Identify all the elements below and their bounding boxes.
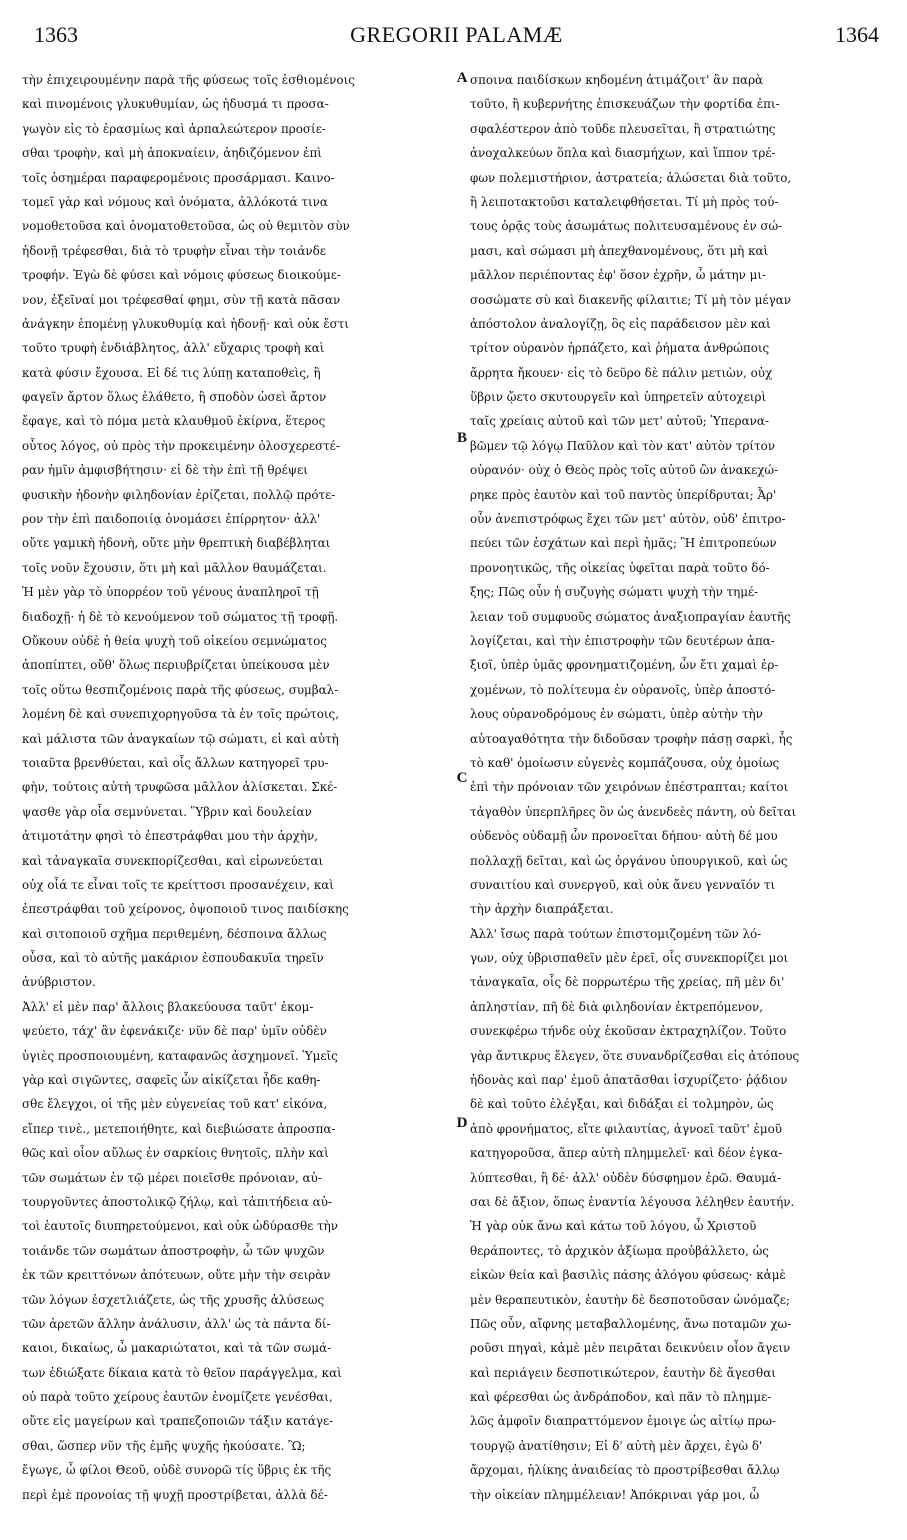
text-line: φυσικὴν ἡδονὴν φιληδονίαν ἐρίζεται, πολλῷ πρότε- [22, 487, 336, 502]
text-line: οὔτε γαμικὴ ἡδονὴ, οὔτε μὴν θρεπτικὴ διαβέβληται [22, 536, 331, 551]
text-line: καὶ πινομένοις γλυκυθυμίαν, ὡς ἡδυσμά τι προσα- [22, 97, 329, 112]
text-line: καιοι, δικαίως, ὦ μακαριώτατοι, καὶ τὰ τῶν σωμά- [22, 1341, 332, 1356]
text-line: οὐχ οἷά τε εἶναι τοῖς τε κρείττοσι προσανέχειν, καὶ [22, 877, 334, 892]
page-header [34, 18, 879, 54]
text-line: γωγὸν εἰς τὸ ἐρασμίως καὶ ἁρπαλεώτερον προσίε- [22, 121, 326, 136]
text-line: καὶ φέρεσθαι ὡς ἀνδράποδον, καὶ πᾶν τὸ πλημμε- [470, 1390, 772, 1405]
text-line: ἀπληστίαν, πῆ δὲ διὰ φιληδονίαν ἐκτρεπόμενον, [470, 999, 764, 1014]
text-line: τῶν σωμάτων ἐν τῷ μέρει ποιεῖσθε πρόνοιαν, αὐ- [22, 1170, 322, 1185]
text-line: τὴν ἀρχὴν διαπράξεται. [470, 902, 614, 917]
text-line: τῶν λόγων ἐσχετλιάζετε, ὡς τῆς χρυσῆς ἁλύσεως [22, 1292, 325, 1307]
text-line: καὶ τἀναγκαῖα συνεκπορίζεσθαι, καὶ εἰρωνεύεται [22, 853, 324, 868]
text-line: Ἀλλ' ἴσως παρὰ τούτων ἐπιστομιζομένη τῶν λό- [470, 926, 762, 941]
text-line: οὖν ἀνεπιστρόφως ἔχει τῶν μετ' αὐτὸν, οὐδ' ἐπιτρο- [470, 512, 786, 527]
text-line: σαι δὲ ἄξιον, ὅπως ἐναντία λέγουσα λέληθεν ἑαυτήν. [470, 1194, 795, 1209]
text-line: Πῶς οὖν, αἴφνης μεταβαλλομένης, ἄνω ποταμῶν χω- [470, 1316, 792, 1331]
text-line: κατὰ φύσιν ἔχουσα. Εἰ δέ τις λύπῃ καταποθεὶς, ἢ [22, 365, 321, 380]
text-line: Οὔκουν οὐδὲ ἡ θεία ψυχὴ τοῦ οἰκείου σεμνώματος [22, 633, 327, 648]
text-line: βῶμεν τῷ λόγῳ Παῦλον καὶ τὸν κατ' αὐτὸν τρίτον [470, 438, 776, 453]
text-line: λύπτεσθαι, ἢ δέ· ἀλλ' οὐδὲν δύσφημον ἐρῶ. Θαυμά- [470, 1170, 781, 1185]
text-line: οὐ παρὰ τοῦτο χείρους ἑαυτῶν ἐνομίζετε γενέσθαι, [22, 1390, 333, 1405]
text-line: τους ὁρᾷς τοὺς ἀσωμάτως πολιτευσαμένους ἐν σώ- [470, 219, 783, 234]
text-line: τἀναγκαῖα, οἷς δὲ πορρωτέρω τῆς χρείας, πῆ μὲν δι' [470, 975, 785, 990]
text-line: τῶν ἀρετῶν ἄλλην ἀνάλυσιν, ἀλλ' ὡς τὰ πάντα δί- [22, 1316, 331, 1331]
text-line: τὸ καθ' ὁμοίωσιν εὐγενὲς κομπάζουσα, οὐχ ὁμοίως [470, 755, 780, 770]
text-line: ψασθε γὰρ οἷα σεμνύνεται. Ὕβριν καὶ δουλείαν [22, 804, 312, 819]
text-line: σποινα παιδίσκων κηδομένη ἀτιμάζοιτ' ἂν παρὰ [470, 73, 764, 87]
text-line: τὴν ἐπιχειρουμένην παρὰ τῆς φύσεως τοῖς ἐσθιομένοις [22, 73, 355, 87]
text-line: οὐδενὸς οὐδαμῇ ὧν προνοεῖται δήπου· αὐτὴ δέ μου [470, 829, 778, 844]
text-line: τοῖς νοῦν ἔχουσιν, ὅτι μὴ καὶ μᾶλλον θαυμάζεται. [22, 560, 327, 575]
text-line: λους οὐρανοδρόμους ἐν σώματι, ὑπὲρ αὐτὴν τὴν [470, 707, 763, 722]
text-line: ἀνάγκην ἑπομένῃ γλυκυθυμίᾳ καὶ ἡδονῇ· καὶ οὐκ ἔστι [22, 316, 349, 331]
text-line: διαδοχῇ· ἡ δὲ τὸ κενούμενον τοῦ σώματος τῇ τροφῇ. [22, 609, 339, 624]
text-line: τροφήν. Ἐγὼ δὲ φύσει καὶ νόμοις φύσεως διοικούμε- [22, 268, 341, 283]
running-title: GREGORII PALAMÆ [350, 22, 563, 47]
text-line: ἔφαγε, καὶ τὸ πόμα μετὰ κλαυθμοῦ ἐκίρνα, ἕτερος [22, 414, 326, 429]
text-line: φων πολεμιστήριον, ἀστρατεία; ἁλώσεται διὰ τοῦτο, [470, 170, 792, 185]
text-line: τοὶ ἑαυτοῖς διυπηρετούμενοι, καὶ οὐκ ὠδύρασθε τὴν [22, 1219, 339, 1234]
text-line: ἀνύβριστον. [22, 975, 96, 990]
text-line: λομένη δὲ καὶ συνεπιχορηγοῦσα τὰ ἐν τοῖς πρώτοις, [22, 707, 340, 722]
text-line: μὲν θεραπευτικὸν, ἑαυτὴν δὲ δεσποτοῦσαν ὠνόμαζε; [470, 1292, 790, 1307]
text-line: Ἀλλ' εἰ μὲν παρ' ἄλλοις βλακεύουσα ταῦτ' ἐκομ- [22, 999, 314, 1014]
text-line: ὑγιὲς προσποιουμένη, καταφανῶς ἀσχημονεῖ. Ὑμεῖς [22, 1048, 338, 1063]
page-number-right: 1364 [835, 22, 879, 47]
text-line: ἐπὶ τὴν πρόνοιαν τῶν χειρόνων ἐπέστραπται; καίτοι [470, 780, 789, 795]
text-line: αὐτοαγαθότητα τὴν διδοῦσαν τροφὴν πάσῃ σαρκὶ, ἧς [470, 731, 793, 746]
section-marker-c: C [456, 770, 468, 786]
text-line: Ἡ μὲν γὰρ τὸ ὑπορρέον τοῦ γένους ἀναπληροῖ τῇ [22, 585, 319, 600]
text-line: τοιάνδε τῶν σωμάτων ἀποστροφὴν, ὦ τῶν ψυχῶν [22, 1243, 325, 1258]
text-line: μᾶλλον περιέποντας ἐφ' ὅσον ἐχρῆν, ὦ μάτην μι- [470, 268, 767, 283]
text-line: οὔτε εἰς μαγείρων καὶ τραπεζοποιῶν τάξιν κατάγε- [22, 1414, 334, 1429]
text-line: ταῖς χρείαις αὐτοῦ καὶ τῶν μετ' αὐτοῦ; Ὑπερανα- [470, 414, 769, 429]
text-line: ραν ἡμῖν ἀμφισβήτησιν· εἰ δὲ τὴν ἐπὶ τῇ θρέψει [22, 463, 308, 478]
right-text-column [470, 68, 890, 1507]
text-line: λειαν τοῦ συμφυοῦς σώματος ἀναξιοπραγίαν ἑαυτῆς [470, 609, 791, 624]
text-line: ξης; Πῶς οὖν ἡ συζυγὴς σώματι ψυχὴ τὴν τημέ- [470, 585, 759, 600]
text-line: δὲ καὶ τοῦτο ἐλέγξαι, καὶ διδάξαι εἰ τολμηρὸν, ὡς [470, 1097, 774, 1112]
text-line: τὴν οἰκείαν πλημμέλειαν! Ἀπόκριναι γάρ μοι, ὦ [470, 1487, 760, 1502]
text-line: τοῖς ὁσημέραι παραφερομένοις προσάρμασι. Καινο- [22, 170, 335, 185]
text-line: τοῦτο, ἢ κυβερνήτης ἐπισκευάζων τὴν φορτίδα ἐπι- [470, 97, 780, 112]
text-line: ἀτιμοτάτην φησὶ τὸ ἐπεστράφθαι μου τὴν ἀρχὴν, [22, 829, 318, 844]
text-line: γὰρ καὶ σιγῶντες, σαφεῖς ὧν αἰκίζεται ἦδε καθη- [22, 1073, 321, 1088]
section-marker-b: B [456, 430, 467, 446]
text-line: οὖσα, καὶ τὸ αὐτῆς μακάριον ἐσπουδακυῖα τηρεῖν [22, 951, 324, 966]
text-line: λῶς ἀμφοῖν διαπραττόμενον ἐμοιγε ὡς αἰτίῳ πρω- [470, 1414, 776, 1429]
text-line: ξιοῖ, ὑπὲρ ὑμᾶς φρονηματιζομένη, ὧν ἔτι χαμαὶ ἐρ- [470, 658, 779, 673]
text-line: τομεῖ γὰρ καὶ νόμους καὶ ὀνόματα, ἀλλόκοτά τινα [22, 194, 328, 209]
text-line: οὗτος λόγος, οὐ πρὸς τὴν προκειμένην ὀλοσχερεστέ- [22, 438, 340, 453]
text-line: ἡδονὰς καὶ παρ' ἐμοῦ ἀπατᾶσθαι ἰσχυρίζετο· ῥᾴδιον [470, 1073, 788, 1088]
text-line: ἢ λειποτακτοῦσι καταλειφθήσεται. Τί μὴ πρὸς τού- [470, 194, 779, 209]
text-line: τἀγαθὸν ὑπερπλῆρες ὂν ὡς ἀνενδεὲς πάντη, οὐ δεῖται [470, 804, 797, 819]
text-line: σφαλέστερον ἀπὸ τοῦδε πλευσεῖται, ἢ στρατιώτης [470, 121, 776, 136]
text-line: λογίζεται, καὶ τὴν ἐπιστροφὴν τῶν δευτέρων ἀπα- [470, 633, 775, 648]
text-line: καὶ σιτοποιοῦ σχῆμα περιθεμένη, δέσποινα ἄλλως [22, 926, 327, 941]
text-line: θεράποντες, τὸ ἀρχικὸν ἀξίωμα προὐβάλλετο, ὡς [470, 1243, 769, 1258]
text-line: τοῖς οὕτω θεσπιζομένοις παρὰ τῆς φύσεως, συμβαλ- [22, 682, 339, 697]
text-line: ροῦσι πηγαὶ, κἀμὲ μὲν πειρᾶται δεικνύειν οἷον ἄγειν [470, 1341, 791, 1356]
text-line: τρίτον οὐρανὸν ἡρπάζετο, καὶ ῥήματα ἀνθρώποις [470, 341, 770, 356]
page-number-left: 1363 [34, 22, 78, 47]
text-line: εἰκὼν θεία καὶ βασιλὶς πάσης ἀλόγου φύσεως· κἀμὲ [470, 1268, 786, 1283]
text-line: τουργῷ ἀνατίθησιν; Εἰ δ' αὐτὴ μὲν ἄρχει, ἐγὼ δ' [470, 1438, 763, 1453]
text-line: χομένων, τὸ πολίτευμα ἐν οὐρανοῖς, ὑπὲρ ἀποστό- [470, 682, 776, 697]
text-line: θῶς καὶ οἷον αὔλως ἐν σαρκίοις θνητοῖς, πλὴν καὶ [22, 1146, 329, 1161]
text-line: γων, οὐχ ὑβρισπαθεῖν μὲν ἐρεῖ, οἷς συνεκπορίζει μοι [470, 951, 789, 966]
text-line: ρηκε πρὸς ἑαυτὸν καὶ τοῦ παντὸς ὑπερίδρυται; Ἆρ' [470, 487, 777, 502]
left-text-column [22, 68, 458, 1507]
text-line: καὶ περιάγειν δεσποτικώτερον, ἑαυτὴν δὲ ἄγεσθαι [470, 1365, 776, 1380]
text-line: προνοητικῶς, τῆς οἰκείας ὑφεῖται παρὰ τοῦτο δό- [470, 560, 770, 575]
text-line: σοσώματε σὺ καὶ διακενῆς φίλαιτιε; Τί μὴ τὸν μέγαν [470, 292, 792, 307]
text-line: ἐπεστράφθαι τοῦ χείρονος, ὀψοποιοῦ τινος παιδίσκης [22, 902, 349, 917]
text-line: συναιτίου καὶ συνεργοῦ, καὶ οὐκ ἄνευ γενναῖόν τι [470, 877, 776, 892]
text-line: πεύει τῶν ἐσχάτων καὶ περὶ ἡμᾶς; Ἢ ἐπιτροπεύων [470, 536, 777, 551]
text-line: εἴπερ τινὲ., μετεποιήθητε, καὶ διεβιώσατε ἀπροσπα- [22, 1121, 336, 1136]
text-line: οὐρανόν· οὐχ ὁ Θεὸς πρὸς τοῖς αὐτοῦ ὢν ἀνακεχώ- [470, 463, 779, 478]
text-line: τοῦτο τρυφὴ ἐνδιάβλητος, ἀλλ' εὔχαρις τροφὴ καὶ [22, 341, 325, 356]
text-line: φὴν, τούτοις αὐτὴ τρυφῶσα μᾶλλον ἁλίσκεται. Σκέ- [22, 780, 338, 795]
text-line: συνεκφέρω τήνδε οὐχ ἑκοῦσαν ἐκτραχηλίζον. Τοῦτο [470, 1024, 787, 1039]
text-line: ἀπὸ φρονήματος, εἴτε φιλαυτίας, ἀγνοεῖ ταῦτ' ἐμοῦ [470, 1121, 783, 1136]
text-line: ρον τὴν ἐπὶ παιδοποιίᾳ ὀνομάσει ἐπίρρητον· ἀλλ' [22, 512, 321, 527]
text-line: ἀπόστολον ἀναλογίζῃ, ὃς εἰς παράδεισον μὲν καὶ [470, 316, 771, 331]
section-marker-d: D [456, 1115, 468, 1131]
text-line: Ἡ γὰρ οὐκ ἄνω καὶ κάτω τοῦ λόγου, ὦ Χριστοῦ [470, 1219, 757, 1234]
text-line: φαγεῖν ἄρτον ὅλως ἐλάθετο, ἢ σποδὸν ὡσεὶ ἄρτον [22, 390, 327, 405]
section-marker-a: A [456, 70, 468, 86]
text-line: ἐκ τῶν κρειττόνων ἀπότευων, οὔτε μὴν τὴν σειρὰν [22, 1268, 331, 1283]
text-line: σθε ἔλεγχοι, οἱ τῆς μὲν εὐγενείας τοῦ κατ' εἰκόνα, [22, 1097, 328, 1112]
text-line: ἀνοχαλκεύων ὅπλα καὶ διασμήχων, καὶ ἵππον τρέ- [470, 146, 776, 161]
text-line: ἡδονῇ τρέφεσθαι, διὰ τὸ τρυφὴν εἶναι τὴν τοιάνδε [22, 243, 326, 258]
text-line: ψεύετο, τάχ' ἂν ἐφενάκιζε· νῦν δὲ παρ' ὑμῖν οὐδὲν [22, 1024, 327, 1039]
text-line: ἔγωγε, ὦ φίλοι Θεοῦ, οὐδὲ συνορῶ τίς ὕβρις ἐκ τῆς [22, 1463, 332, 1478]
text-line: ὕβριν ᾤετο σκυτουργεῖν καὶ ὑπηρετεῖν αὐτοχειρὶ [470, 390, 767, 405]
text-line: σθαι, ὥσπερ νῦν τῆς ἐμῆς ψυχῆς ἠκούσατε. Ὢ; [22, 1438, 306, 1453]
text-line: τουργοῦντες ἀποστολικῷ ζήλῳ, καὶ τἀπιτήδεια αὐ- [22, 1194, 332, 1209]
text-line: κατηγοροῦσα, ἅπερ αὐτὴ πλημμελεῖ· καὶ δέον ἐγκα- [470, 1146, 783, 1161]
text-line: σθαι τροφὴν, καὶ μὴ ἀποκναίειν, ἀηδιζόμενον ἐπὶ [22, 146, 322, 161]
text-line: ἄρρητα ἤκουεν· εἰς τὸ δεῦρο δὲ πάλιν μετιὼν, οὐχ [470, 365, 773, 380]
text-line: καὶ μάλιστα τῶν ἀναγκαίων τῷ σώματι, εἰ καὶ αὐτὴ [22, 731, 339, 746]
text-line: νομοθετοῦσα καὶ ὀνοματοθετοῦσα, ὡς οὐ θεμιτὸν σὺν [22, 219, 350, 234]
text-line: πολλαχῇ δεῖται, καὶ ὡς ὀργάνου ὑπουργικοῦ, καὶ ὡς [470, 853, 788, 868]
text-line: γὰρ ἄντικρυς ἔλεγεν, ὅτε συνανδρίζεσθαι εἰς ἀτόπους [470, 1048, 800, 1063]
text-line: των ἐδιώξατε δίκαια κατὰ τὸ θεῖον παράγγελμα, καὶ [22, 1365, 342, 1380]
text-line: μασι, καὶ σώμασι μὴ ἀπεχθανομένους, ὅτι μὴ καὶ [470, 243, 769, 258]
text-line: περὶ ἐμὲ προνοίας τῇ ψυχῇ προστρίβεται, ἀλλὰ δέ- [22, 1487, 328, 1502]
text-line: τοιαῦτα βρενθύεται, καὶ οἷς ἄλλων κατηγορεῖ τρυ- [22, 755, 329, 770]
text-line: ἄρχομαι, ἡλίκης ἀναιδείας τὸ προστρίβεσθαι ἄλλῳ [470, 1463, 780, 1478]
text-line: νον, ἐξεῖναί μοι τρέφεσθαί φημι, σὺν τῇ κατὰ πᾶσαν [22, 292, 341, 307]
text-line: ἀποπίπτει, οὔθ' ὅλως περιυβρίζεται ὑπείκουσα μὲν [22, 658, 330, 673]
